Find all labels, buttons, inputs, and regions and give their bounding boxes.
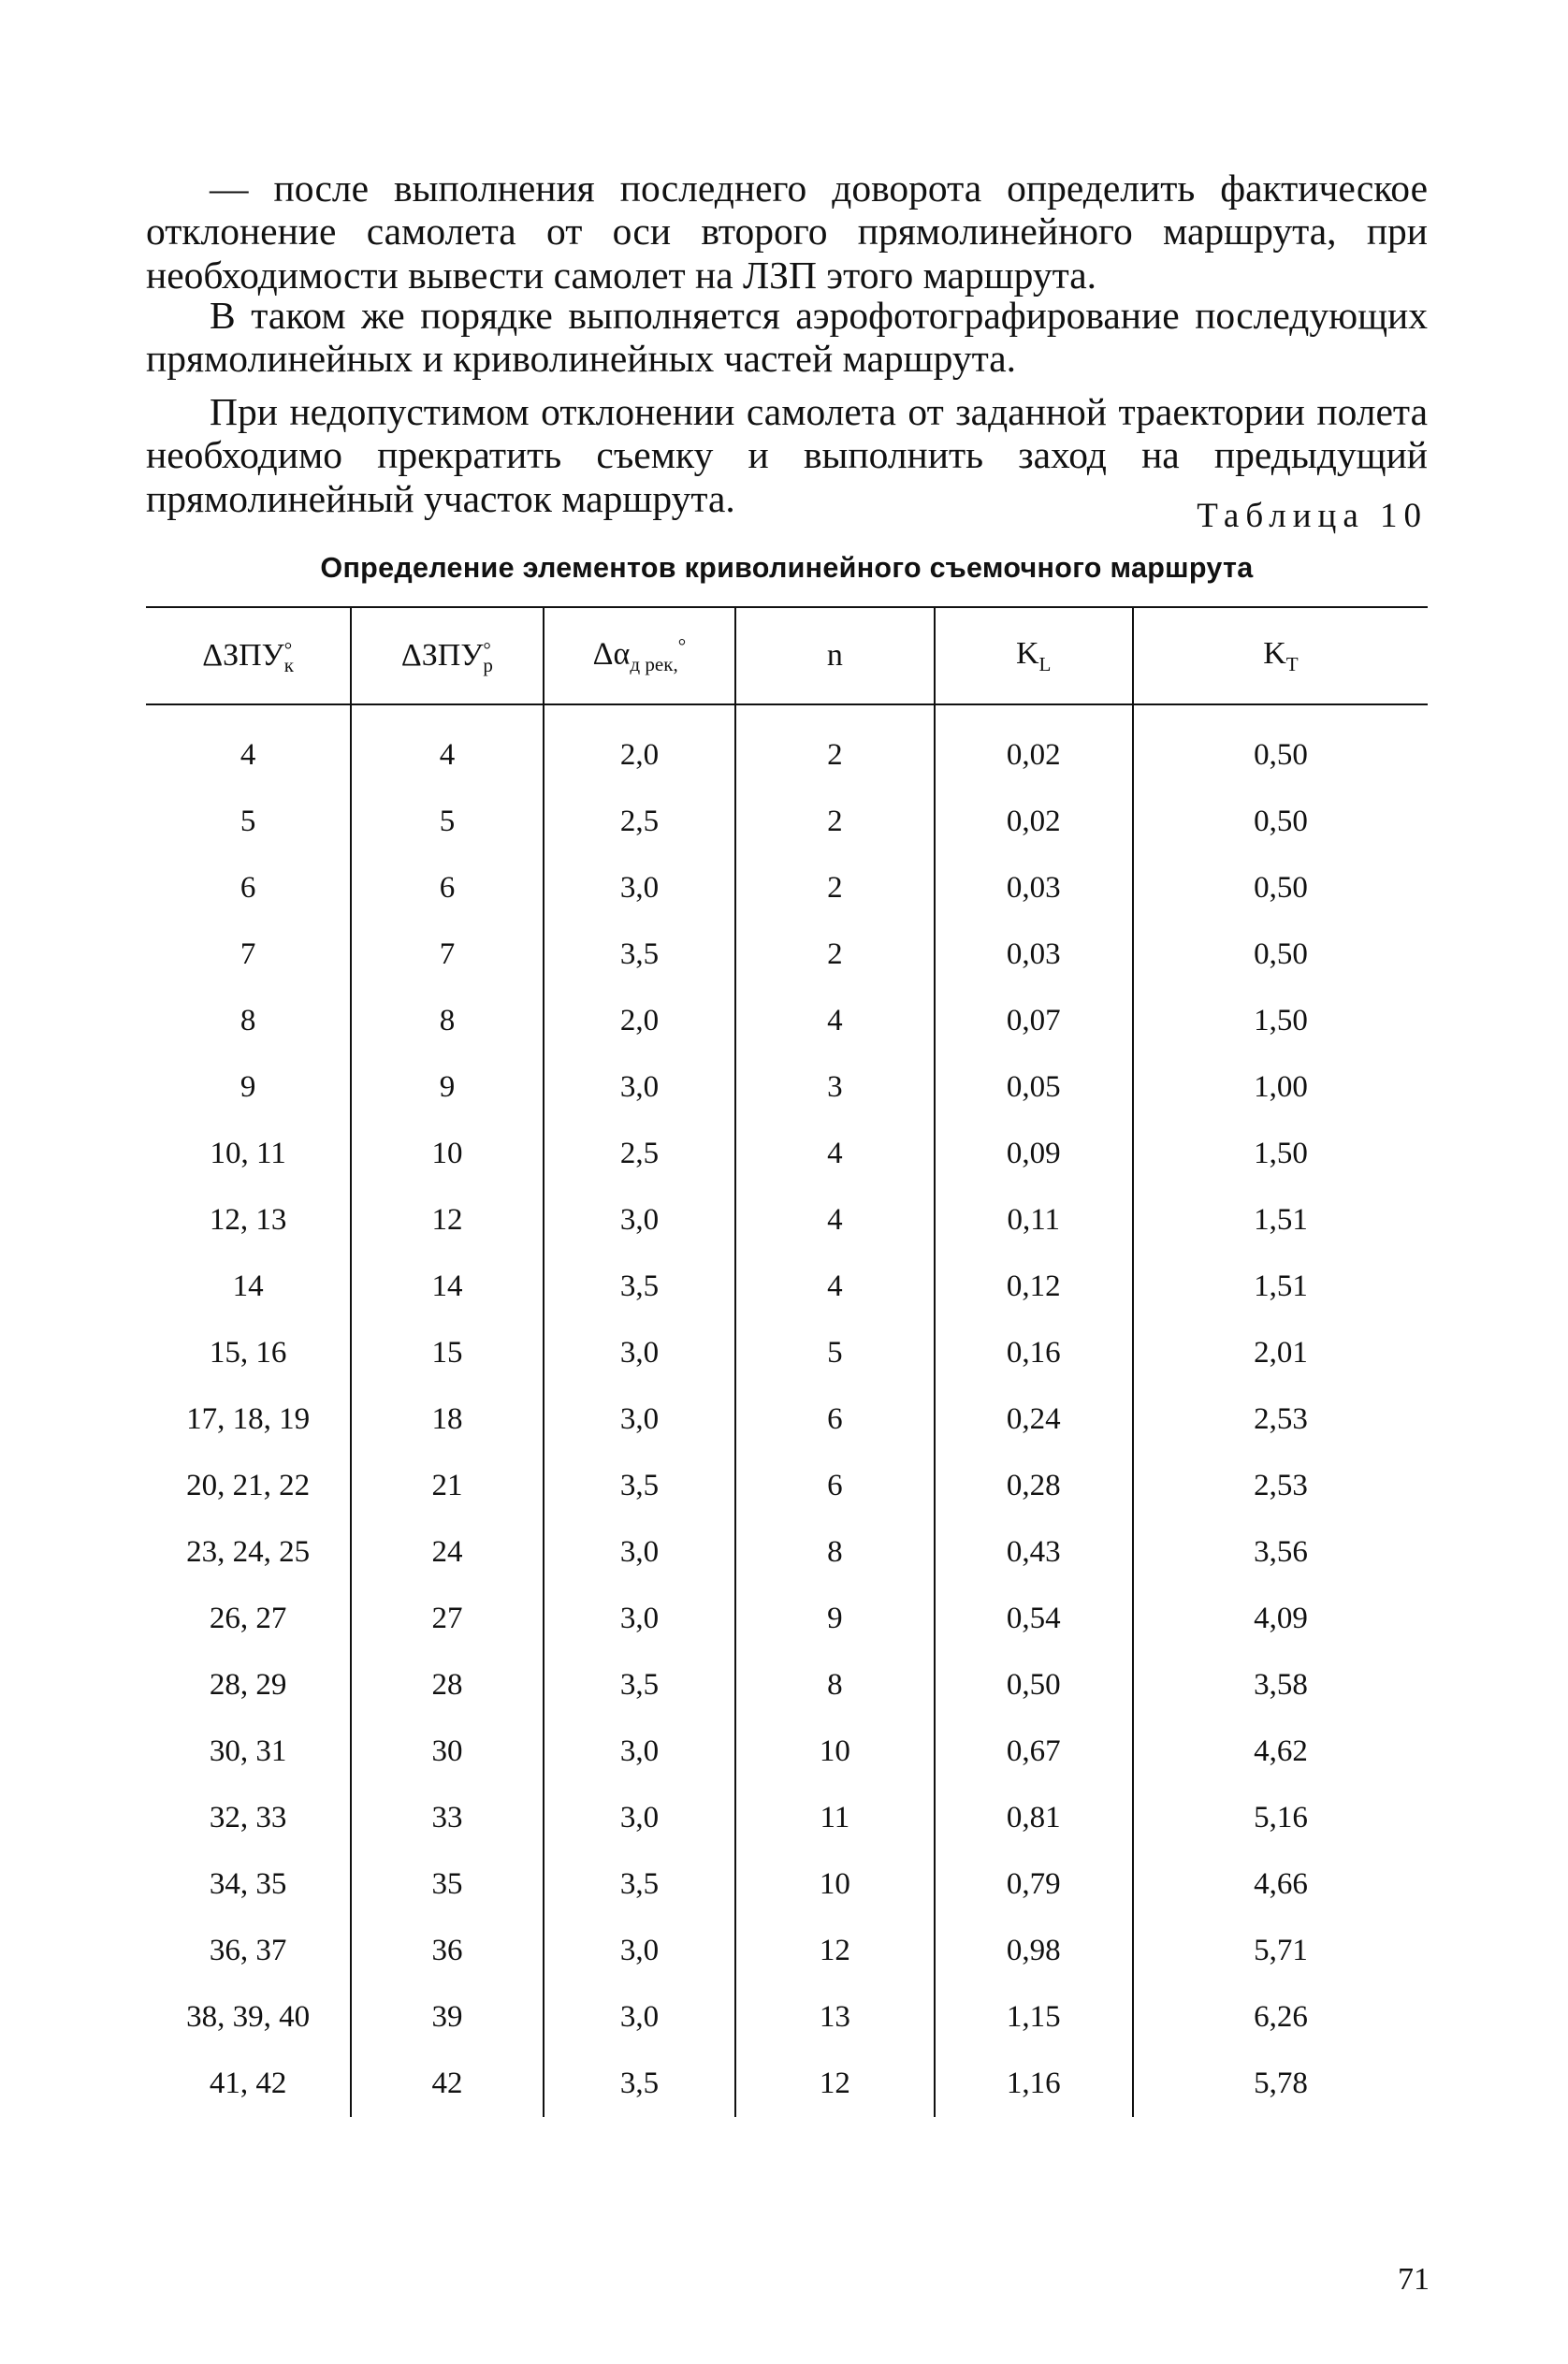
table-cell: 8 <box>735 1652 934 1719</box>
table-cell: 4 <box>735 1121 934 1187</box>
table-cell: 0,16 <box>935 1320 1133 1386</box>
table-cell: 6 <box>240 871 256 905</box>
table-cell: 36 <box>351 1918 544 1984</box>
table-row <box>146 921 1428 988</box>
table-row <box>146 1187 1428 1254</box>
table-cell: 3,0 <box>544 1918 736 1984</box>
table-row <box>146 789 1428 855</box>
table-row <box>146 988 1428 1054</box>
table-cell: 1,50 <box>1133 988 1428 1054</box>
table-cell: 0,02 <box>935 722 1133 789</box>
table-row <box>146 1453 1428 1519</box>
table-cell: 30 <box>351 1719 544 1785</box>
table-cell: 6 <box>351 855 544 921</box>
table-row <box>146 1054 1428 1121</box>
table-cell: 21 <box>351 1453 544 1519</box>
table-cell: 2 <box>735 789 934 855</box>
table-cell: 15, 16 <box>209 1336 287 1370</box>
table-cell: 3,5 <box>544 1851 736 1918</box>
table-row <box>146 1652 1428 1719</box>
table-cell: 0,50 <box>1133 789 1428 855</box>
table-cell: 5 <box>351 789 544 855</box>
table-cell: 3,5 <box>544 2051 736 2117</box>
table-spacer <box>146 704 1428 722</box>
table-cell: 4 <box>735 1187 934 1254</box>
table-cell: 0,67 <box>935 1719 1133 1785</box>
table-cell: 0,02 <box>935 789 1133 855</box>
table-cell: 0,54 <box>935 1586 1133 1652</box>
header-n: n <box>735 607 934 704</box>
table-cell: 9 <box>735 1586 934 1652</box>
table-cell: 0,03 <box>935 921 1133 988</box>
table-cell: 2,5 <box>544 1121 736 1187</box>
table-cell: 4,09 <box>1133 1586 1428 1652</box>
table-row <box>146 1121 1428 1187</box>
table-cell: 3,0 <box>544 1386 736 1453</box>
table-cell: 32, 33 <box>209 1801 287 1835</box>
table-cell: 24 <box>351 1519 544 1586</box>
table-cell: 0,50 <box>1133 855 1428 921</box>
table-cell: 3,58 <box>1133 1652 1428 1719</box>
table-cell: 23, 24, 25 <box>186 1535 311 1569</box>
table-cell: 12 <box>351 1187 544 1254</box>
table-cell: 14 <box>351 1254 544 1320</box>
paragraph-2: В таком же порядке выполняется аэрофотографирование последующих прямолинейных и криволинейных частей маршрута. <box>146 293 1428 380</box>
table-cell: 35 <box>351 1851 544 1918</box>
table-cell: 11 <box>735 1785 934 1851</box>
table-row <box>146 1320 1428 1386</box>
table-cell: 0,09 <box>935 1121 1133 1187</box>
header-kt: $K_T$ <box>1133 607 1428 704</box>
table-cell: 1,50 <box>1133 1121 1428 1187</box>
table-cell: 10 <box>735 1719 934 1785</box>
table-cell: 5,71 <box>1133 1918 1428 1984</box>
table-row <box>146 1984 1428 2051</box>
table-cell: 0,81 <box>935 1785 1133 1851</box>
header-dzpu-k: ΔЗПУ° к <box>146 607 351 704</box>
table-cell: 9 <box>240 1070 256 1104</box>
table-cell: 27 <box>351 1586 544 1652</box>
table-cell: 7 <box>240 937 256 971</box>
table-cell: 39 <box>351 1984 544 2051</box>
table-cell: 6 <box>735 1386 934 1453</box>
table-cell: 18 <box>351 1386 544 1453</box>
table-cell: 3 <box>735 1054 934 1121</box>
table-cell: 2,53 <box>1133 1453 1428 1519</box>
table-cell: 4 <box>240 738 256 772</box>
table-cell: 42 <box>351 2051 544 2117</box>
table-cell: 3,5 <box>544 1652 736 1719</box>
page-number: 71 <box>1398 2262 1430 2297</box>
table-cell: 5,78 <box>1133 2051 1428 2117</box>
table-cell: 3,0 <box>544 1586 736 1652</box>
table-row <box>146 1519 1428 1586</box>
table-row <box>146 855 1428 921</box>
table-cell: 34, 35 <box>209 1867 287 1901</box>
table-cell: 2,0 <box>544 988 736 1054</box>
paragraph-1: — после выполнения последнего доворота определить фактическое отклонение самолета от оси второго прямолинейного маршрута, при необходимости вывести самолет на ЛЗП этого маршрута. <box>146 166 1428 297</box>
table-cell: 0,50 <box>1133 722 1428 789</box>
table-cell: 8 <box>351 988 544 1054</box>
table-cell: 0,28 <box>935 1453 1133 1519</box>
table-cell: 4 <box>735 1254 934 1320</box>
table-row <box>146 1254 1428 1320</box>
table-cell: 6 <box>735 1453 934 1519</box>
table-cell: 3,56 <box>1133 1519 1428 1586</box>
table-cell: 0,05 <box>935 1054 1133 1121</box>
table-cell: 1,51 <box>1133 1187 1428 1254</box>
table-body <box>146 704 1428 2117</box>
table-cell: 0,98 <box>935 1918 1133 1984</box>
table-cell: 1,51 <box>1133 1254 1428 1320</box>
table-header-row <box>146 607 1428 704</box>
table-cell: 10 <box>735 1851 934 1918</box>
table-cell: 7 <box>351 921 544 988</box>
table-cell: 3,5 <box>544 921 736 988</box>
table-cell: 3,5 <box>544 1453 736 1519</box>
table-cell: 9 <box>351 1054 544 1121</box>
table-cell: 0,50 <box>935 1652 1133 1719</box>
table-title: Определение элементов криволинейного съемочного маршрута <box>320 552 1254 584</box>
table-cell: 3,0 <box>544 1320 736 1386</box>
table-cell: 2,0 <box>544 722 736 789</box>
table-cell: 4,62 <box>1133 1719 1428 1785</box>
table-cell: 3,0 <box>544 1519 736 1586</box>
table-cell: 0,50 <box>1133 921 1428 988</box>
table-cell: 0,43 <box>935 1519 1133 1586</box>
table-cell: 0,24 <box>935 1386 1133 1453</box>
header-delta-alpha: $\Delta\alpha_{д рек,}^\circ$ <box>544 607 736 704</box>
table-cell: 15 <box>351 1320 544 1386</box>
table-cell: 0,12 <box>935 1254 1133 1320</box>
table-cell: 30, 31 <box>209 1734 287 1768</box>
table-cell: 2,01 <box>1133 1320 1428 1386</box>
table-cell: 5 <box>240 805 256 838</box>
table-row <box>146 1851 1428 1918</box>
table-cell: 4,66 <box>1133 1851 1428 1918</box>
table-cell: 1,16 <box>935 2051 1133 2117</box>
table-cell: 10, 11 <box>210 1137 286 1170</box>
table-cell: 0,07 <box>935 988 1133 1054</box>
table-cell: 3,0 <box>544 1984 736 2051</box>
table-cell: 8 <box>240 1004 256 1037</box>
table-cell: 5 <box>735 1320 934 1386</box>
table-cell: 33 <box>351 1785 544 1851</box>
table-cell: 3,0 <box>544 1054 736 1121</box>
table-row <box>146 1785 1428 1851</box>
table-cell: 17, 18, 19 <box>186 1402 311 1436</box>
table-cell: 2,5 <box>544 789 736 855</box>
table-cell: 28 <box>351 1652 544 1719</box>
table-cell: 12 <box>735 1918 934 1984</box>
table-cell: 10 <box>351 1121 544 1187</box>
table-cell: 6,26 <box>1133 1984 1428 2051</box>
table-cell: 3,0 <box>544 1719 736 1785</box>
table-cell: 8 <box>735 1519 934 1586</box>
table-cell: 3,0 <box>544 1187 736 1254</box>
table-cell: 1,15 <box>935 1984 1133 2051</box>
table-cell: 3,0 <box>544 1785 736 1851</box>
table-cell: 2 <box>735 722 934 789</box>
table-cell: 2 <box>735 855 934 921</box>
table-cell: 38, 39, 40 <box>186 2000 311 2034</box>
table-row <box>146 2051 1428 2117</box>
table-row <box>146 722 1428 789</box>
table-cell: 4 <box>351 722 544 789</box>
table-label: Таблица 10 <box>1197 497 1428 535</box>
table-cell: 0,11 <box>935 1187 1133 1254</box>
table-cell: 13 <box>735 1984 934 2051</box>
table-cell: 20, 21, 22 <box>186 1469 311 1502</box>
table-cell: 14 <box>232 1269 264 1303</box>
table-cell: 3,0 <box>544 855 736 921</box>
table-cell: 0,03 <box>935 855 1133 921</box>
header-kl: $K_L$ <box>935 607 1133 704</box>
table-cell: 1,00 <box>1133 1054 1428 1121</box>
paragraph-3: При недопустимом отклонении самолета от заданной траектории полета необходимо прекратить съемку и выполнить заход на предыдущий прямолинейный участок маршрута. <box>146 389 1428 520</box>
header-dzpu-r: ΔЗПУ° р <box>351 607 544 704</box>
table-row <box>146 1918 1428 1984</box>
table-cell: 12, 13 <box>209 1203 287 1237</box>
table-cell: 2 <box>735 921 934 988</box>
table-cell: 12 <box>735 2051 934 2117</box>
data-table <box>146 606 1428 2117</box>
table-cell: 2,53 <box>1133 1386 1428 1453</box>
table-cell: 36, 37 <box>209 1934 287 1967</box>
table-row <box>146 1386 1428 1453</box>
table-cell: 3,5 <box>544 1254 736 1320</box>
table-row <box>146 1719 1428 1785</box>
table-cell: 0,79 <box>935 1851 1133 1918</box>
table-row <box>146 1586 1428 1652</box>
table-cell: 28, 29 <box>209 1668 287 1702</box>
table-cell: 26, 27 <box>209 1602 287 1635</box>
table-cell: 5,16 <box>1133 1785 1428 1851</box>
table-cell: 41, 42 <box>209 2067 287 2100</box>
table-cell: 4 <box>735 988 934 1054</box>
